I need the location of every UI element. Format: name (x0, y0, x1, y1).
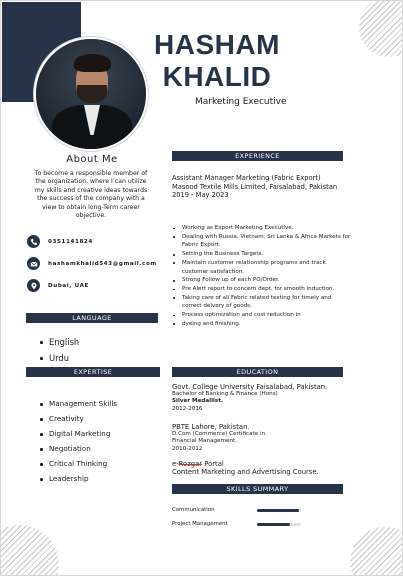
skill-bar (257, 523, 301, 526)
degree-name: D.Com (Commerce) Certificate in Financial Management, (172, 431, 266, 445)
about-title: About Me (66, 154, 118, 165)
school-name: Govt. College University Faisalabad, Pakistan. (172, 383, 328, 391)
expertise-header: EXPERTISE (26, 367, 160, 377)
profile-photo (34, 37, 148, 151)
education-entry (172, 423, 372, 453)
contact-phone (27, 235, 93, 248)
full-name (137, 29, 297, 93)
email-address: hashamkhalid543@gmail.com (48, 260, 157, 267)
list-item: Critical Thinking (39, 458, 117, 473)
years-text: 2012-2016 (172, 405, 203, 412)
decorative-stripes-bottom-left (0, 525, 59, 576)
list-item: Setting the Business Targets. (172, 250, 352, 259)
duties-list (172, 224, 352, 328)
list-item: Digital Marketing (39, 428, 117, 443)
years-text: 2010-2012 (172, 445, 203, 452)
skill-bar (257, 509, 301, 512)
first-name: HASHAM (154, 29, 280, 60)
list-item: English (39, 335, 79, 351)
skill-label: Communication (172, 507, 215, 513)
expertise-list (39, 398, 117, 488)
contact-email (27, 257, 157, 270)
list-item: Taking care of all Fabric related testing for timely and correct delvery of goods. (172, 294, 352, 311)
list-item: Maintain customer relationship programs and track customer satisfaction. (172, 259, 352, 276)
list-item: Creativity (39, 413, 117, 428)
degree-name: Bachelor of Banking & Finance (Hons) (172, 391, 278, 397)
education-entry (172, 383, 372, 413)
skill-row (172, 507, 301, 513)
skills-summary-header: SKILLS SUMMARY (172, 484, 343, 494)
location-icon (27, 279, 40, 292)
job-details (172, 174, 362, 200)
contact-location (27, 279, 89, 292)
location-text: Dubai, UAE (48, 282, 89, 289)
job-dates: 2019 - May 2023 (172, 191, 229, 200)
list-item: Negotiation (39, 443, 117, 458)
skill-label: Project Management (172, 521, 228, 527)
list-item: dyeing and finishing. (172, 320, 352, 329)
mail-icon (27, 257, 40, 270)
decorative-stripes-bottom-right (350, 527, 403, 576)
list-item: Management Skills (39, 398, 117, 413)
phone-icon (27, 235, 40, 248)
course-name: Content Marketing and Advertising Course. (172, 468, 319, 476)
about-text: To become a responsible member of the organization, where I can utilize my skills and creative ideas towards the success of the company with a view to obtain long-Term career objective. (34, 170, 148, 220)
list-item: Pre Alert report to concern dept. for smooth induction. (172, 285, 352, 294)
education-entry (172, 460, 372, 476)
list-item: Dealing with Russia, Vietnam, Sri Lanka & Africa Markets for Fabric Export. (172, 233, 352, 250)
job-role: Marketing Executive (195, 97, 287, 107)
language-header: LANGUAGE (26, 313, 158, 323)
list-item: Strong Follow up of each PO/Order. (172, 276, 352, 285)
list-item: Working as Export Marketing Executive. (172, 224, 352, 233)
experience-header: EXPERIENCE (172, 151, 343, 161)
language-list (39, 335, 79, 367)
job-company: Masood Textile Mills Limited, Faisalabad, Pakistan (172, 182, 338, 191)
school-name: e-Rozgar Portal (172, 460, 224, 468)
job-position: Assistant Manager Marketing (Fabric Export) (172, 174, 321, 182)
school-name: PBTE Lahore, Pakistan. (172, 423, 250, 431)
list-item: Urdu (39, 351, 79, 367)
phone-number: 0351141824 (48, 238, 93, 245)
list-item: Leadership (39, 473, 117, 488)
decorative-stripes-top-right (359, 0, 403, 57)
honor-text: Silver Medallist. (172, 398, 224, 405)
list-item: Process optimization and cost reduction in (172, 311, 352, 320)
skill-row (172, 521, 301, 527)
last-name: KHALID (162, 61, 272, 92)
education-header: EDUCATION (172, 367, 343, 377)
